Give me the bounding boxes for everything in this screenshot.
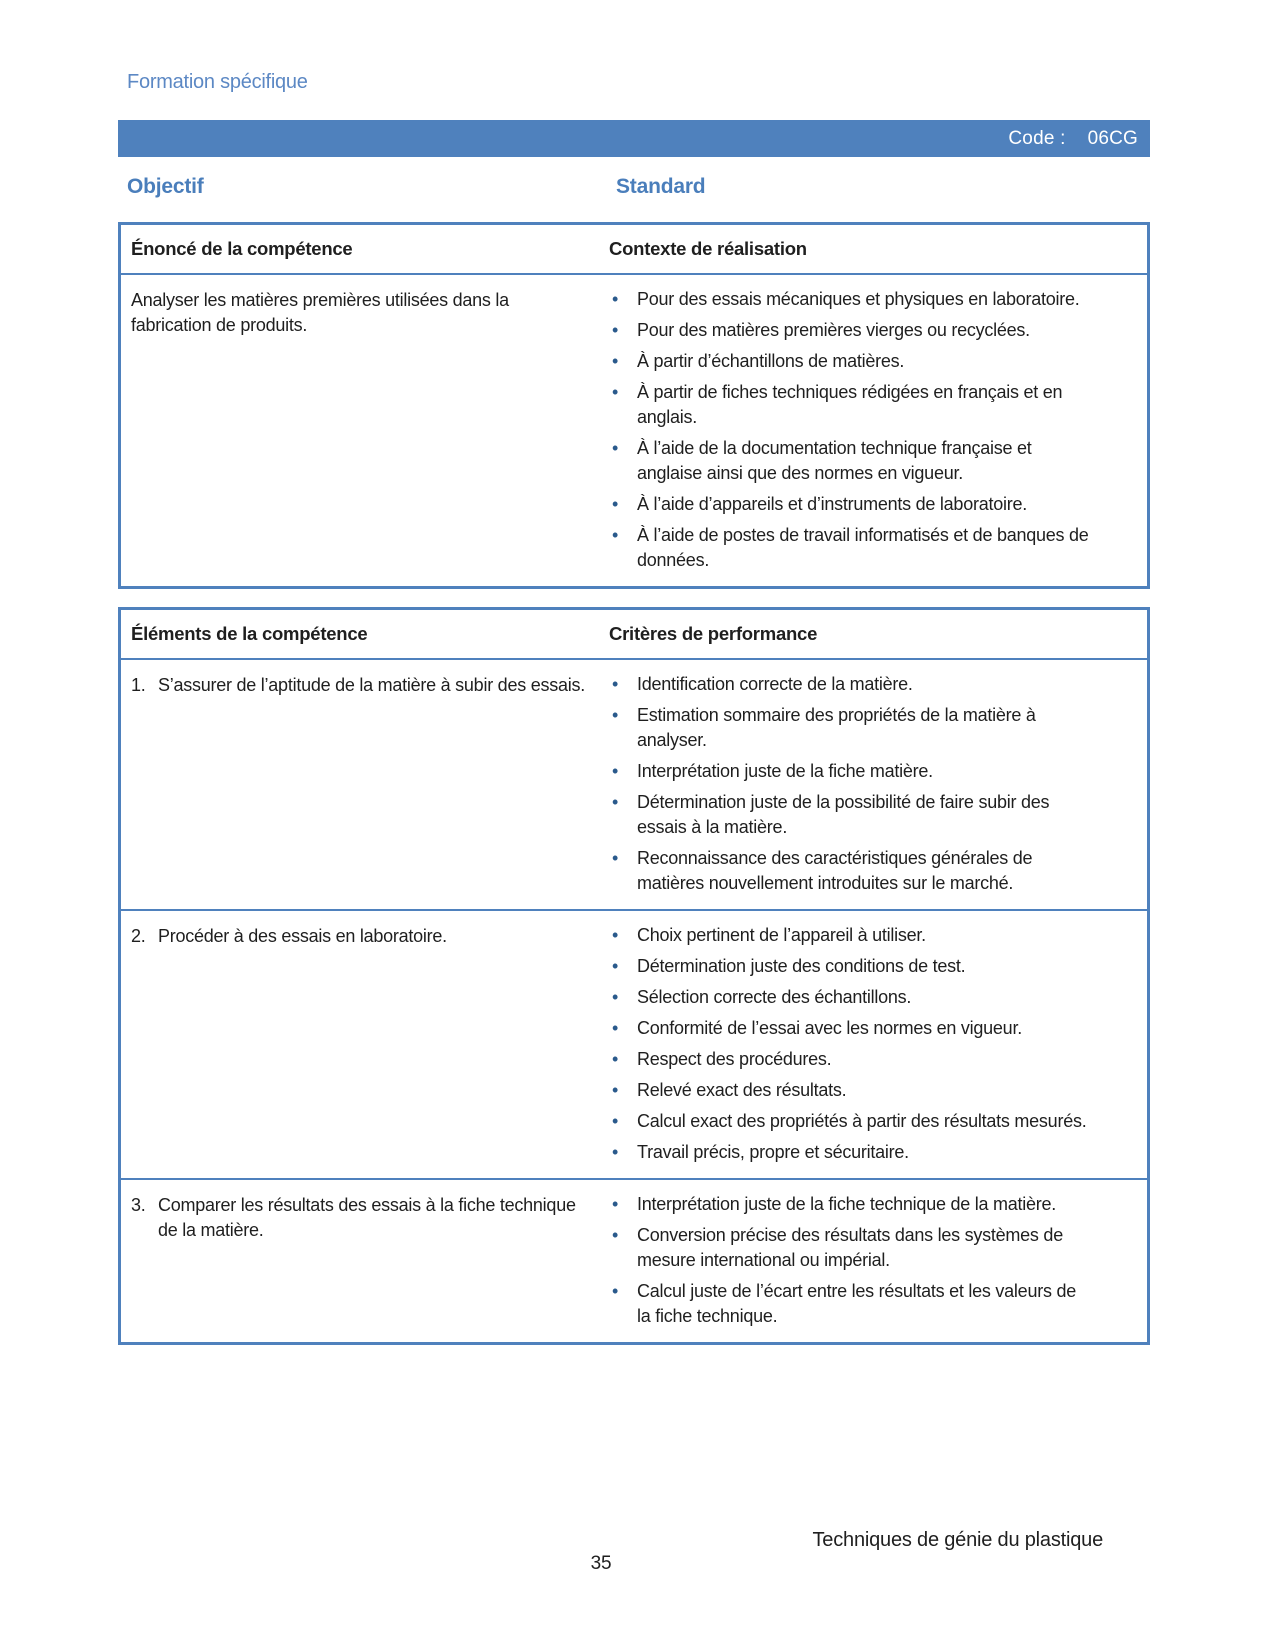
row-number: 3. <box>131 1195 146 1215</box>
row-right-cell <box>609 672 1147 896</box>
bullet-item <box>609 318 1091 343</box>
bullet-text: Détermination juste des conditions de test. <box>637 956 966 976</box>
bullet-text: Pour des matières premières vierges ou recyclées. <box>637 320 1030 340</box>
table-left-header: Énoncé de la compétence <box>131 238 353 259</box>
bullet-text: À partir de fiches techniques rédigées en français et en anglais. <box>637 382 1063 427</box>
bullet-list <box>609 923 1091 1165</box>
bullet-item <box>609 1140 1091 1165</box>
competency-table <box>118 607 1150 1345</box>
bullet-text: Relevé exact des résultats. <box>637 1080 847 1100</box>
bullet-item <box>609 287 1091 312</box>
standard-title: Standard <box>616 175 706 198</box>
bullet-item <box>609 349 1091 374</box>
table-rows <box>121 660 1147 1342</box>
row-left-cell <box>121 672 609 896</box>
table-right-header: Critères de performance <box>609 623 818 644</box>
bullet-item <box>609 436 1091 486</box>
code-value: 06CG <box>1087 128 1138 149</box>
row-right-cell <box>609 923 1147 1165</box>
table-rows <box>121 275 1147 586</box>
bullet-text: Travail précis, propre et sécuritaire. <box>637 1142 909 1162</box>
table-header-row <box>121 225 1147 275</box>
bullet-item <box>609 1047 1091 1072</box>
section-label: Formation spécifique <box>127 71 308 93</box>
table-right-header: Contexte de réalisation <box>609 238 807 259</box>
bullet-item <box>609 380 1091 430</box>
bullet-text: À l’aide de postes de travail informatisés et de banques de données. <box>637 525 1089 570</box>
bullet-item <box>609 492 1091 517</box>
bullet-item <box>609 1279 1091 1329</box>
bullet-item <box>609 954 1091 979</box>
code-banner <box>118 120 1150 157</box>
row-statement: Procéder à des essais en laboratoire. <box>158 926 447 946</box>
bullet-item <box>609 790 1091 840</box>
footer-page-number: 35 <box>590 1553 612 1574</box>
row-left-cell <box>121 287 609 573</box>
code-label: Code : <box>1008 128 1066 149</box>
bullet-list <box>609 672 1091 896</box>
bullet-text: À partir d’échantillons de matières. <box>637 351 905 371</box>
bullet-text: Calcul juste de l’écart entre les résultats et les valeurs de la fiche technique. <box>637 1281 1076 1326</box>
bullet-text: À l’aide de la documentation technique française et anglaise ainsi que des normes en vigueur. <box>637 438 1032 483</box>
table-header-row <box>121 610 1147 660</box>
bullet-item <box>609 523 1091 573</box>
bullet-text: Calcul exact des propriétés à partir des résultats mesurés. <box>637 1111 1087 1131</box>
table-row <box>121 909 1147 1178</box>
footer-program: Techniques de génie du plastique <box>812 1529 1103 1551</box>
bullet-item <box>609 759 1091 784</box>
bullet-item <box>609 1078 1091 1103</box>
row-left-cell <box>121 923 609 1165</box>
row-statement: Analyser les matières premières utilisées dans la fabrication de produits. <box>131 290 509 335</box>
bullet-item <box>609 923 1091 948</box>
bullet-text: Choix pertinent de l’appareil à utiliser. <box>637 925 926 945</box>
bullet-text: Reconnaissance des caractéristiques générales de matières nouvellement introduites sur le marché. <box>637 848 1033 893</box>
row-statement: Comparer les résultats des essais à la fiche technique de la matière. <box>158 1195 576 1240</box>
bullet-text: Respect des procédures. <box>637 1049 832 1069</box>
bullet-text: À l’aide d’appareils et d’instruments de laboratoire. <box>637 494 1027 514</box>
bullet-item <box>609 1223 1091 1273</box>
bullet-item <box>609 1109 1091 1134</box>
row-number: 2. <box>131 926 146 946</box>
row-left-cell <box>121 1192 609 1329</box>
bullet-text: Estimation sommaire des propriétés de la matière à analyser. <box>637 705 1036 750</box>
bullet-text: Pour des essais mécaniques et physiques en laboratoire. <box>637 289 1080 309</box>
row-number: 1. <box>131 675 146 695</box>
objectif-title: Objectif <box>127 175 204 198</box>
bullet-item <box>609 846 1091 896</box>
bullet-text: Identification correcte de la matière. <box>637 674 913 694</box>
bullet-item <box>609 703 1091 753</box>
tables <box>118 222 1150 1363</box>
bullet-list <box>609 287 1091 573</box>
bullet-item <box>609 985 1091 1010</box>
bullet-item <box>609 672 1091 697</box>
row-right-cell <box>609 287 1147 573</box>
bullet-text: Interprétation juste de la fiche technique de la matière. <box>637 1194 1057 1214</box>
row-right-cell <box>609 1192 1147 1329</box>
table-row <box>121 1178 1147 1342</box>
bullet-text: Conformité de l’essai avec les normes en vigueur. <box>637 1018 1022 1038</box>
bullet-text: Interprétation juste de la fiche matière. <box>637 761 933 781</box>
competency-table <box>118 222 1150 589</box>
bullet-text: Sélection correcte des échantillons. <box>637 987 912 1007</box>
bullet-text: Détermination juste de la possibilité de faire subir des essais à la matière. <box>637 792 1050 837</box>
table-row <box>121 660 1147 909</box>
table-row <box>121 275 1147 586</box>
table-left-header: Éléments de la compétence <box>131 623 368 644</box>
bullet-text: Conversion précise des résultats dans les systèmes de mesure international ou impérial. <box>637 1225 1063 1270</box>
bullet-item <box>609 1016 1091 1041</box>
bullet-item <box>609 1192 1091 1217</box>
bullet-list <box>609 1192 1091 1329</box>
row-statement: S’assurer de l’aptitude de la matière à subir des essais. <box>158 675 585 695</box>
